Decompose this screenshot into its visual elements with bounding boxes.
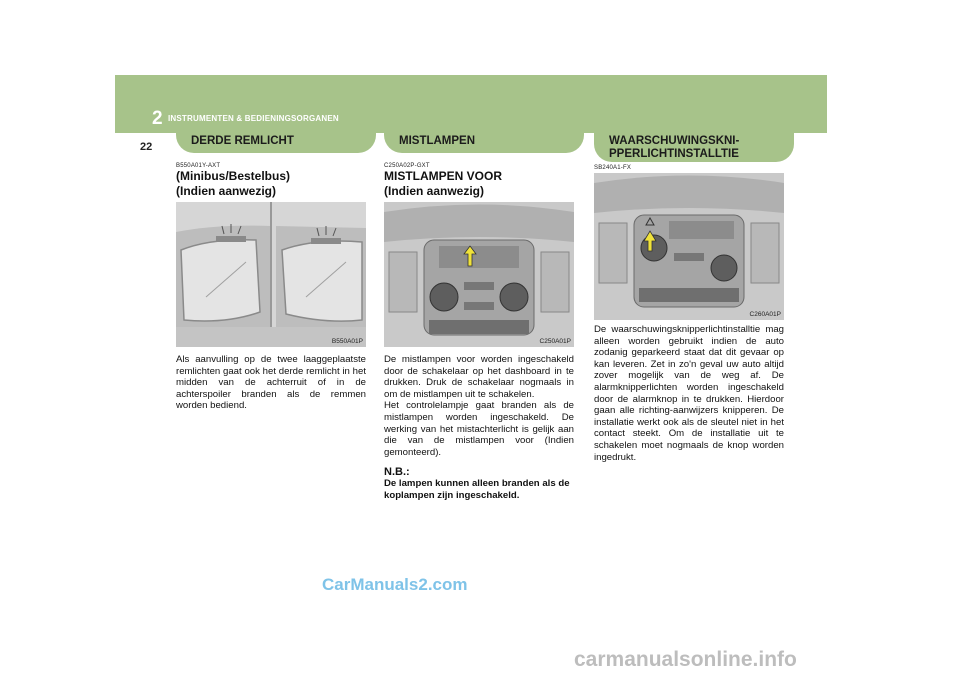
image-code: C250A01P — [539, 338, 571, 345]
section-code: C250A02P-GXT — [384, 163, 430, 169]
note-body: De lampen kunnen alleen branden als de koplampen zijn ingeschakeld. — [384, 478, 570, 501]
van-rear-windows-illustration — [176, 202, 366, 347]
section-code: B550A01Y-AXT — [176, 163, 221, 169]
heading-derde-remlicht: DERDE REMLICHT — [176, 132, 376, 153]
dashboard-illustration — [384, 202, 574, 347]
watermark-carmanuals2[interactable]: CarManuals2.com — [322, 575, 468, 594]
note-title: N.B.: — [384, 466, 410, 479]
image-code: B550A01P — [331, 338, 363, 345]
chapter-title: INSTRUMENTEN & BEDIENINGSORGANEN — [168, 114, 339, 123]
column-waarschuwing — [594, 165, 784, 171]
heading-waarschuwing: WAARSCHUWINGSKNI- PPERLICHTINSTALLTIE — [594, 132, 794, 162]
section-subtitle-2: (Indien aanwezig) — [384, 183, 485, 198]
section-subtitle-2: (Indien aanwezig) — [176, 183, 277, 198]
body-waarschuwing: De waarschuwingsknipperlichtinstalltie mag alleen worden gebruikt indien de auto zodanig geparkeerd staat dat dit gevaar op kan leveren. Zet in zo'n geval uw auto altijd zover mogelijk van de weg af. De alarmknipperlichten worden ingeschakeld door de alarmknop in te drukken. Hierdoor gaan alle richting-aanwijzers knipperen. De installatie werkt ook als de sleutel niet in het contact steekt. Om de installatie uit te schakelen moet nogmaals de knop worden ingedrukt. — [594, 324, 784, 463]
section-subtitle-1: MISTLAMPEN VOOR — [384, 169, 503, 183]
paragraph-2: Het controlelampje gaat branden als de mistlampen worden ingeschakeld. De werking van het mistachterlicht is gelijk aan die van de mistlampen voor (Indien gemonteerd). — [384, 400, 574, 458]
dashboard-illustration — [594, 173, 784, 320]
fog-lamp-switch-illustration — [384, 202, 574, 347]
watermark-carmanualsonline: carmanualsonline.info — [574, 648, 797, 671]
section-subtitle-1: (Minibus/Bestelbus) — [176, 169, 291, 183]
chapter-number: 2 — [152, 108, 163, 129]
section-code: SB240A1-FX — [594, 165, 632, 171]
image-code: C260A01P — [749, 311, 781, 318]
column-mistlampen — [384, 163, 574, 198]
brake-light-illustration — [176, 202, 366, 347]
body-derde-remlicht: Als aanvulling op de twee laaggeplaatste remlichten gaat ook het derde remlicht in het midden van de achterruit of in de achterspoiler branden als de remmen worden bediend. — [176, 354, 366, 412]
column-derde-remlicht — [176, 163, 366, 198]
page-number: 22 — [140, 141, 153, 153]
paragraph-1: De mistlampen voor worden ingeschakeld door de schakelaar op het dashboard in te drukken. Druk de schakelaar nogmaals in om de mistlampen uit te schakelen. — [384, 354, 574, 400]
hazard-switch-illustration — [594, 173, 784, 320]
heading-mistlampen: MISTLAMPEN — [384, 132, 584, 153]
chapter-band — [115, 75, 827, 133]
body-mistlampen — [384, 354, 574, 502]
